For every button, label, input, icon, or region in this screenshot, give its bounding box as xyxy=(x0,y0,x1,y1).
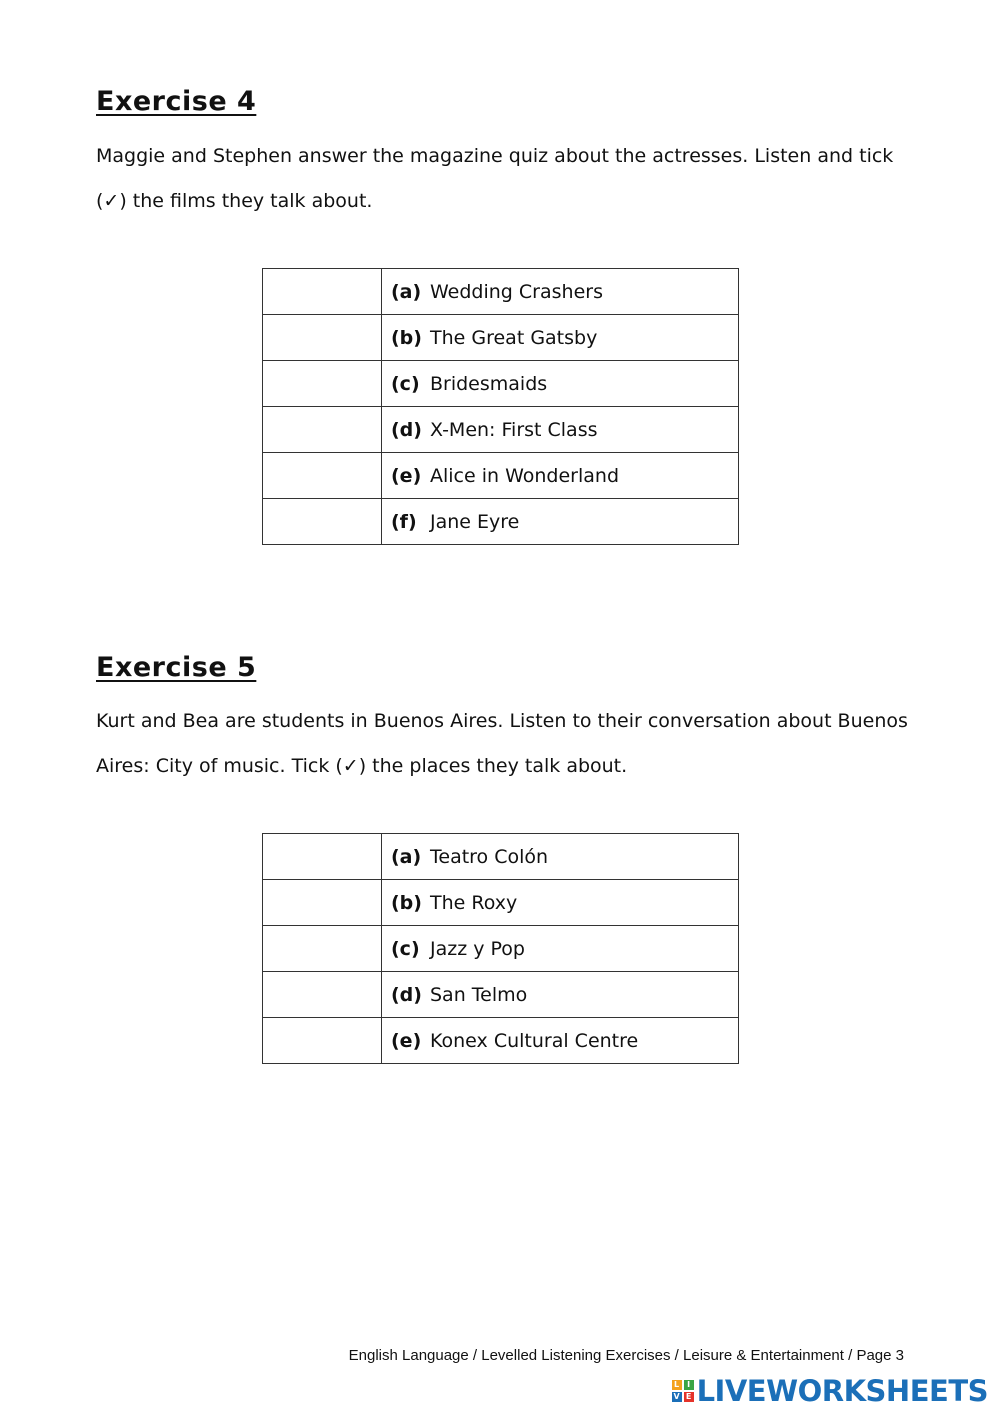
tick-row xyxy=(263,361,739,407)
item-letter: (e) xyxy=(391,464,422,487)
page-footer: English Language / Levelled Listening Exercises / Leisure & Entertainment / Page 3 xyxy=(348,1347,904,1364)
item-letter: (a) xyxy=(391,845,422,868)
item-letter: (f) xyxy=(391,510,417,533)
tick-row xyxy=(263,880,739,926)
item-cell xyxy=(382,315,739,361)
item-cell xyxy=(382,880,739,926)
item-text: Jane Eyre xyxy=(430,510,520,533)
tick-box[interactable] xyxy=(263,880,382,926)
item-text: Alice in Wonderland xyxy=(430,464,620,487)
item-text: Konex Cultural Centre xyxy=(430,1029,639,1052)
exercise-5-table xyxy=(262,833,739,1064)
item-letter: (d) xyxy=(391,418,422,441)
item-letter: (c) xyxy=(391,937,420,960)
item-text: San Telmo xyxy=(430,983,528,1006)
item-letter: (b) xyxy=(391,891,422,914)
tick-box[interactable] xyxy=(263,926,382,972)
exercise-4-table xyxy=(262,268,739,545)
tick-row xyxy=(263,407,739,453)
brand-logo-tile: I xyxy=(684,1380,694,1390)
tick-row xyxy=(263,499,739,545)
tick-box[interactable] xyxy=(263,453,382,499)
item-text: Jazz y Pop xyxy=(430,937,525,960)
brand-logo-tile: L xyxy=(672,1380,682,1390)
item-text: Bridesmaids xyxy=(430,372,548,395)
tick-row xyxy=(263,269,739,315)
tick-box[interactable] xyxy=(263,834,382,880)
exercise-4-instructions: Maggie and Stephen answer the magazine quiz about the actresses. Listen and tick (✓) the films they talk about. xyxy=(96,145,894,212)
tick-row xyxy=(263,972,739,1018)
item-text: The Roxy xyxy=(430,891,518,914)
item-text: Wedding Crashers xyxy=(430,280,603,303)
item-text: X-Men: First Class xyxy=(430,418,598,441)
item-cell xyxy=(382,972,739,1018)
tick-box[interactable] xyxy=(263,361,382,407)
item-cell xyxy=(382,453,739,499)
item-cell xyxy=(382,269,739,315)
item-text: The Great Gatsby xyxy=(430,326,598,349)
item-cell xyxy=(382,361,739,407)
tick-box[interactable] xyxy=(263,1018,382,1064)
tick-box[interactable] xyxy=(263,407,382,453)
brand-logo-icon xyxy=(672,1380,694,1402)
tick-row xyxy=(263,926,739,972)
item-letter: (d) xyxy=(391,983,422,1006)
tick-box[interactable] xyxy=(263,269,382,315)
tick-row xyxy=(263,1018,739,1064)
exercise-4-heading: Exercise 4 xyxy=(96,86,257,117)
item-cell xyxy=(382,834,739,880)
tick-box[interactable] xyxy=(263,315,382,361)
item-cell xyxy=(382,1018,739,1064)
item-letter: (a) xyxy=(391,280,422,303)
tick-row xyxy=(263,834,739,880)
item-letter: (c) xyxy=(391,372,420,395)
exercise-5-instructions: Kurt and Bea are students in Buenos Aires. Listen to their conversation about Buenos Aires: City of music. Tick (✓) the places they talk about. xyxy=(96,710,908,777)
tick-box[interactable] xyxy=(263,499,382,545)
tick-box[interactable] xyxy=(263,972,382,1018)
liveworksheets-brand xyxy=(672,1374,988,1408)
brand-wordmark: LIVEWORKSHEETS xyxy=(696,1374,988,1408)
item-cell xyxy=(382,499,739,545)
brand-logo-tile: V xyxy=(673,1392,680,1401)
item-letter: (e) xyxy=(391,1029,422,1052)
brand-logo-tile: E xyxy=(684,1392,694,1402)
exercise-5-heading: Exercise 5 xyxy=(96,652,257,683)
item-text: Teatro Colón xyxy=(430,845,549,868)
item-cell xyxy=(382,407,739,453)
tick-row xyxy=(263,453,739,499)
item-letter: (b) xyxy=(391,326,422,349)
tick-row xyxy=(263,315,739,361)
item-cell xyxy=(382,926,739,972)
